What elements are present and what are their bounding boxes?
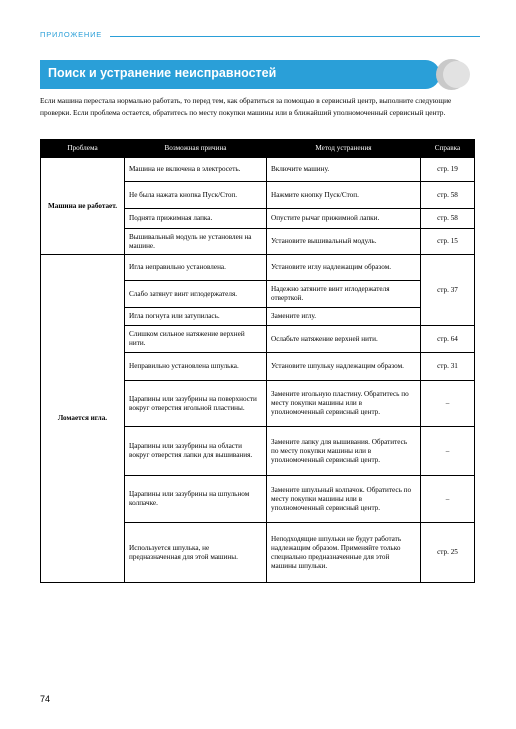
cause-cell: Вышивальный модуль не установлен на машине. — [125, 229, 267, 255]
method-cell: Замените игольную пластину. Обратитесь по месту покупки машины или в уполномоченный сервисный центр. — [267, 381, 421, 427]
reference-cell: стр. 19 — [421, 158, 475, 182]
method-cell: Неподходящие шпульки не будут работать надлежащим образом. Применяйте только специально предназначенные для этой машины шпульки. — [267, 523, 421, 583]
cause-cell: Слабо затянут винт иглодержателя. — [125, 281, 267, 308]
reference-cell: стр. 25 — [421, 523, 475, 583]
header-problem: Проблема — [41, 140, 125, 158]
method-cell: Установите иглу надлежащим образом. — [267, 255, 421, 281]
cause-cell: Царапины или зазубрины на поверхности вокруг отверстия игольной пластины. — [125, 381, 267, 427]
troubleshooting-table — [40, 139, 475, 583]
method-cell: Надежно затяните винт иглодержателя отверткой. — [267, 281, 421, 308]
method-cell: Ослабьте натяжение верхней нити. — [267, 326, 421, 353]
method-cell: Нажмите кнопку Пуск/Стоп. — [267, 182, 421, 209]
table-header-row — [41, 140, 475, 158]
cause-cell: Не была нажата кнопка Пуск/Стоп. — [125, 182, 267, 209]
cause-cell: Машина не включена в электросеть. — [125, 158, 267, 182]
reference-cell: стр. 58 — [421, 182, 475, 209]
reference-cell: – — [421, 427, 475, 476]
cause-cell: Царапины или зазубрины на области вокруг отверстия лапки для вышивания. — [125, 427, 267, 476]
table-row — [41, 158, 475, 182]
page-title: Поиск и устранение неисправностей — [48, 66, 277, 80]
cause-cell: Неправильно установлена шпулька. — [125, 353, 267, 381]
page-number: 74 — [40, 694, 51, 704]
method-cell: Замените шпульный колпачок. Обратитесь по месту покупки машины или в уполномоченный сервисный центр. — [267, 476, 421, 523]
method-cell: Замените иглу. — [267, 308, 421, 326]
problem-cell: Машина не работает. — [41, 158, 125, 255]
cause-cell: Слишком сильное натяжение верхней нити. — [125, 326, 267, 353]
table-row — [41, 255, 475, 281]
header-reference: Справка — [421, 140, 475, 158]
intro-paragraph: Если машина перестала нормально работать, то перед тем, как обратиться за помощью в сервисный центр, выполните следующие проверки. Если проблема остается, обратитесь по месту покупки машины или в ближайший уполномоченный сервисный центр. — [40, 96, 452, 117]
reference-cell: стр. 37 — [421, 255, 475, 326]
reference-cell: стр. 31 — [421, 353, 475, 381]
cause-cell: Игла погнута или затупилась. — [125, 308, 267, 326]
cause-cell: Используется шпулька, не предназначенная для этой машины. — [125, 523, 267, 583]
problem-cell: Ломается игла. — [41, 255, 125, 583]
reference-cell: стр. 64 — [421, 326, 475, 353]
method-cell: Установите вышивальный модуль. — [267, 229, 421, 255]
method-cell: Включите машину. — [267, 158, 421, 182]
cause-cell: Поднята прижимная лапка. — [125, 209, 267, 229]
method-cell: Опустите рычаг прижимной лапки. — [267, 209, 421, 229]
cause-cell: Игла неправильно установлена. — [125, 255, 267, 281]
reference-cell: стр. 58 — [421, 209, 475, 229]
header-method: Метод устранения — [267, 140, 421, 158]
reference-cell: – — [421, 381, 475, 427]
header-cause: Возможная причина — [125, 140, 267, 158]
reference-cell: – — [421, 476, 475, 523]
section-rule — [110, 36, 480, 37]
reference-cell: стр. 15 — [421, 229, 475, 255]
title-decoration-circle-inner — [443, 61, 470, 88]
cause-cell: Царапины или зазубрины на шпульном колпачке. — [125, 476, 267, 523]
method-cell: Замените лапку для вышивания. Обратитесь по месту покупки машины или в уполномоченный сервисный центр. — [267, 427, 421, 476]
section-label: ПРИЛОЖЕНИЕ — [40, 30, 103, 39]
method-cell: Установите шпульку надлежащим образом. — [267, 353, 421, 381]
